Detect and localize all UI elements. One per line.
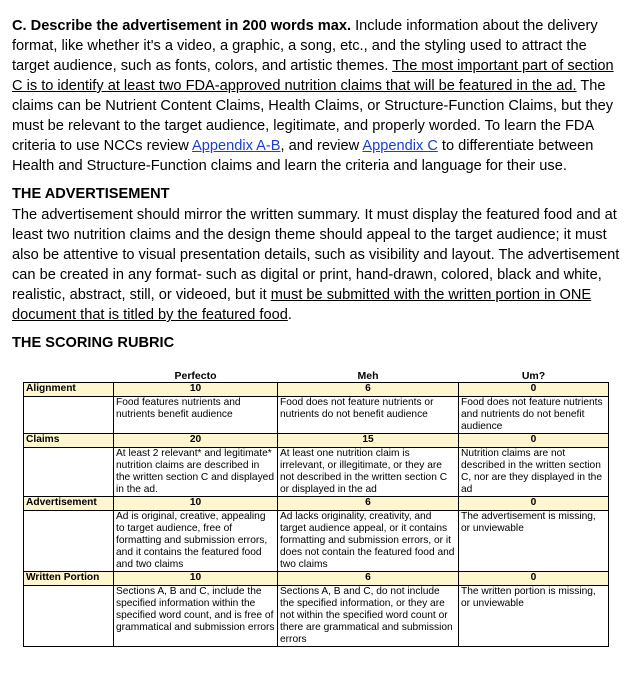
criteria-cell: Ad lacks originality, creativity, and target audience appeal, or it contains formatting and submission errors, or it does not contain the featured food and two claims [278, 511, 459, 572]
criteria-cell: Food does not feature nutrients or nutrients do not benefit audience [278, 397, 459, 434]
score-cell: 6 [278, 572, 459, 586]
criteria-cell: Nutrition claims are not described in the written section C, nor are they displayed in the ad [459, 448, 609, 497]
section-c-key-requirement: The most important part of section C is to identify at least two FDA-approved nutrition claims that will be featured in the ad. [12, 58, 614, 94]
alignment-score-row [24, 383, 609, 397]
section-c-body: The claims can be Nutrient Content Claims, Health Claims, or Structure-Function Claims, but they must be relevant to the target audience, legitimate, and properly worded. To learn the FDA criteria to use NCCs review [12, 78, 614, 154]
claims-score-row [24, 434, 609, 448]
score-cell: 15 [278, 434, 459, 448]
score-cell: 0 [459, 572, 609, 586]
category-claims: Claims [24, 434, 114, 448]
score-cell: 10 [114, 572, 278, 586]
criteria-cell: Sections A, B and C, do not include the specified information, or they are not within the specified word count or there are grammatical and submission errors [278, 586, 459, 647]
advertisement-paragraph [12, 205, 624, 325]
criteria-cell: The written portion is missing, or unviewable [459, 586, 609, 647]
criteria-cell: At least 2 relevant* and legitimate* nutrition claims are described in the written section C and displayed in the ad. [114, 448, 278, 497]
score-cell: 20 [114, 434, 278, 448]
advertisement-text: The advertisement should mirror the written summary. It must display the featured food and at least two nutrition claims and the design theme should appeal to the target audience; it must also be attentive to visual presentation details, such as visibility and layout. The advertisement can be created in any format- such as digital or print, hand-drawn, colored, black and white, realistic, abstract, still, or videoed, but it [12, 207, 620, 303]
column-header-meh: Meh [357, 370, 379, 382]
rubric-heading: THE SCORING RUBRIC [12, 335, 175, 351]
criteria-cell: The advertisement is missing, or unviewable [459, 511, 609, 572]
criteria-cell: At least one nutrition claim is irrelevant, or illegitimate, or they are not described in the written section C or displayed in the ad [278, 448, 459, 497]
category-alignment: Alignment [24, 383, 114, 397]
section-c-intro: Include information about the delivery format, like whether it's a video, a graphic, a song, etc., and the styling used to attract the target audience, such as fonts, colors, and artistic themes. [12, 18, 598, 74]
appendix-a-b-link[interactable]: Appendix A-B [192, 138, 281, 154]
section-c-paragraph [12, 16, 624, 176]
score-cell: 0 [459, 383, 609, 397]
criteria-cell: Ad is original, creative, appealing to target audience, free of formatting and submission errors, and it contains the featured food and two claims [114, 511, 278, 572]
written-portion-criteria-row [24, 586, 609, 647]
criteria-cell: Sections A, B and C, include the specified information within the specified word count, and is free of grammatical and submission errors [114, 586, 278, 647]
section-c-mid: , and review [280, 138, 363, 154]
score-cell: 0 [459, 497, 609, 511]
category-advertisement: Advertisement [24, 497, 114, 511]
score-cell: 0 [459, 434, 609, 448]
category-written-portion: Written Portion [24, 572, 114, 586]
criteria-cell: Food does not feature nutrients and nutrients do not benefit audience [459, 397, 609, 434]
appendix-c-link[interactable]: Appendix C [362, 138, 438, 154]
scoring-rubric-table [23, 370, 608, 647]
claims-criteria-row [24, 448, 609, 497]
score-cell: 6 [278, 497, 459, 511]
advertisement-submission-requirement: must be submitted with the written portion in ONE document that is titled by the featured food [12, 287, 592, 323]
score-cell: 6 [278, 383, 459, 397]
column-header-um: Um? [521, 370, 546, 382]
advertisement-heading: THE ADVERTISEMENT [12, 186, 170, 202]
written-portion-score-row [24, 572, 609, 586]
section-c-tail: to differentiate between Health and Structure-Function claims and learn the criteria and language for their use. [12, 138, 594, 174]
section-c [12, 16, 624, 176]
column-header-perfecto: Perfecto [174, 370, 217, 382]
advertisement-criteria-row [24, 511, 609, 572]
section-c-title: C. Describe the advertisement in 200 words max. [12, 18, 352, 34]
criteria-cell: Food features nutrients and nutrients benefit audience [114, 397, 278, 434]
score-cell: 10 [114, 383, 278, 397]
alignment-criteria-row [24, 397, 609, 434]
score-cell: 10 [114, 497, 278, 511]
advertisement-score-row [24, 497, 609, 511]
advertisement-end: . [287, 307, 292, 323]
